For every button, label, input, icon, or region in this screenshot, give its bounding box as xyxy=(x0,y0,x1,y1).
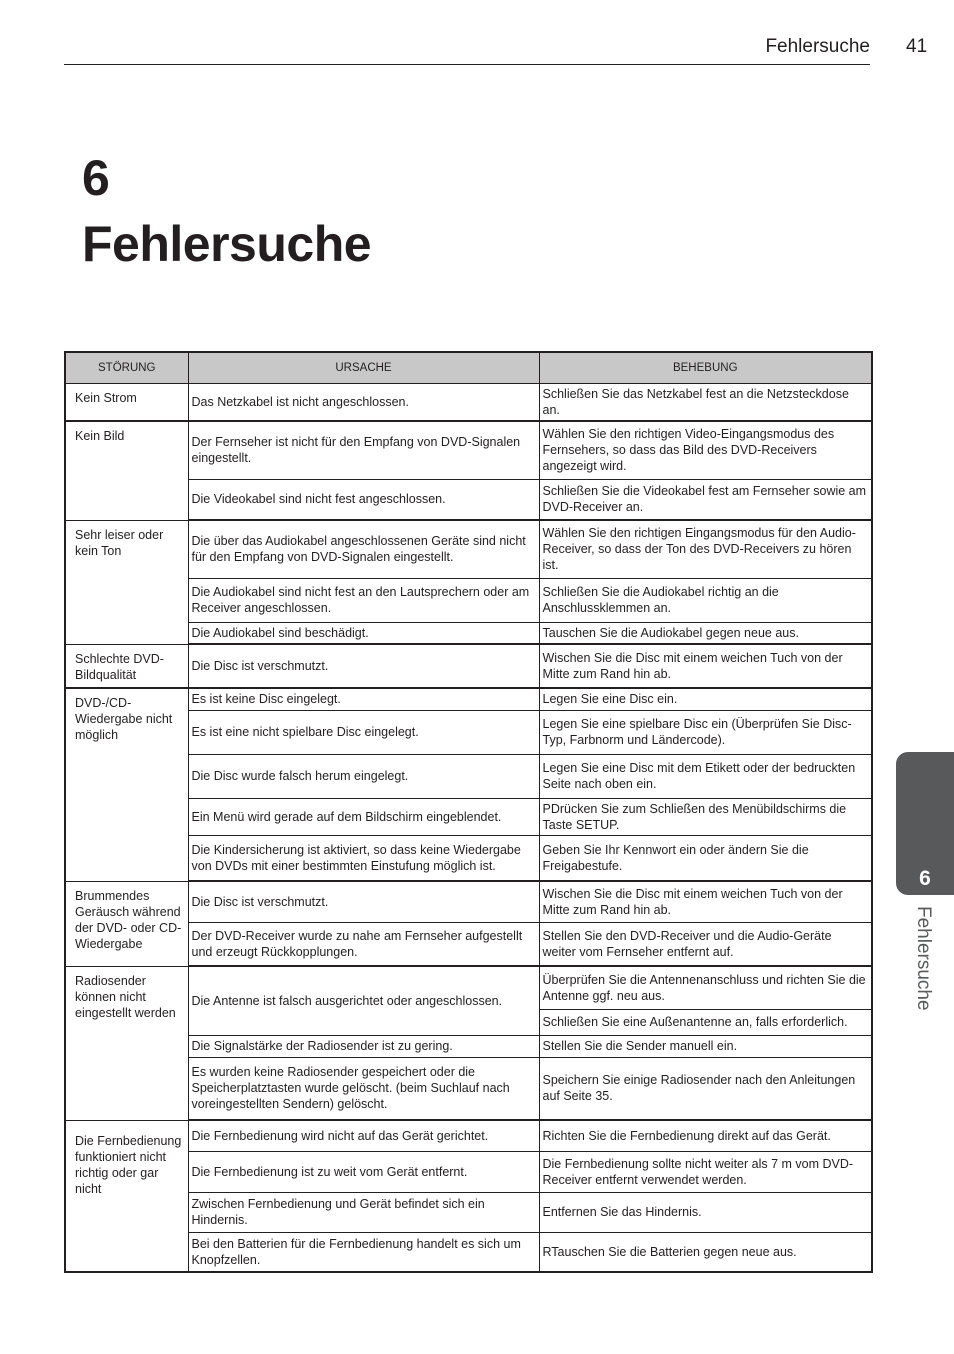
table-row xyxy=(65,881,872,922)
table-row xyxy=(65,966,872,1009)
fix-cell: Schließen Sie die Audiokabel richtig an die Anschlussklemmen an. xyxy=(539,578,872,622)
troubleshooting-table xyxy=(64,351,873,1273)
fix-cell: Legen Sie eine spielbare Disc ein (Überprüfen Sie Disc-Typ, Farbnorm und Ländercode). xyxy=(539,710,872,754)
symptom-cell: DVD-/CD-Wiedergabe nicht möglich xyxy=(65,688,188,881)
symptom-cell: Sehr leiser oder kein Ton xyxy=(65,520,188,644)
cause-cell: Die Audiokabel sind beschädigt. xyxy=(188,622,539,644)
fix-cell: Legen Sie eine Disc ein. xyxy=(539,688,872,710)
fix-cell: Wischen Sie die Disc mit einem weichen Tuch von der Mitte zum Rand hin ab. xyxy=(539,644,872,688)
cause-cell: Die Audiokabel sind nicht fest an den Lautsprechern oder am Receiver angeschlossen. xyxy=(188,578,539,622)
cause-cell: Ein Menü wird gerade auf dem Bildschirm eingeblendet. xyxy=(188,798,539,835)
cause-cell: Die Fernbedienung wird nicht auf das Gerät gerichtet. xyxy=(188,1120,539,1151)
cause-cell: Die Disc wurde falsch herum eingelegt. xyxy=(188,754,539,798)
cause-cell: Das Netzkabel ist nicht angeschlossen. xyxy=(188,384,539,422)
fix-cell: Speichern Sie einige Radiosender nach den Anleitungen auf Seite 35. xyxy=(539,1057,872,1120)
page-number: 41 xyxy=(906,36,928,57)
symptom-cell: Kein Strom xyxy=(65,384,188,422)
symptom-cell: Kein Bild xyxy=(65,421,188,520)
chapter-title: Fehlersuche xyxy=(82,216,372,272)
cause-cell: Es wurden keine Radiosender gespeichert oder die Speicherplatztasten wurde gelöscht. (beim Suchlauf nach voreingestellten Sendern) gelöscht. xyxy=(188,1057,539,1120)
cause-cell: Zwischen Fernbedienung und Gerät befindet sich ein Hindernis. xyxy=(188,1192,539,1232)
fix-cell: Stellen Sie den DVD-Receiver und die Audio-Geräte weiter vom Fernseher entfernt auf. xyxy=(539,922,872,966)
fix-cell: Schließen Sie das Netzkabel fest an die Netzsteckdose an. xyxy=(539,384,872,422)
fix-cell: Richten Sie die Fernbedienung direkt auf das Gerät. xyxy=(539,1120,872,1151)
fix-cell: Stellen Sie die Sender manuell ein. xyxy=(539,1035,872,1057)
chapter-number: 6 xyxy=(82,150,110,206)
cause-cell: Es ist eine nicht spielbare Disc eingelegt. xyxy=(188,710,539,754)
table-row xyxy=(65,384,872,422)
table-header-row xyxy=(65,352,872,384)
cause-cell: Der DVD-Receiver wurde zu nahe am Fernseher aufgestellt und erzeugt Rückkopplungen. xyxy=(188,922,539,966)
cause-cell: Die Disc ist verschmutzt. xyxy=(188,644,539,688)
fix-cell: Die Fernbedienung sollte nicht weiter als 7 m vom DVD-Receiver entfernt verwendet werden. xyxy=(539,1151,872,1192)
fix-cell: Tauschen Sie die Audiokabel gegen neue aus. xyxy=(539,622,872,644)
symptom-cell: Radiosender können nicht eingestellt werden xyxy=(65,966,188,1120)
header-section-title: Fehlersuche xyxy=(765,36,870,57)
column-header-fix: BEHEBUNG xyxy=(539,352,872,384)
table-row xyxy=(65,1120,872,1151)
cause-cell: Es ist keine Disc eingelegt. xyxy=(188,688,539,710)
table-row xyxy=(65,520,872,578)
side-tab-label: Fehlersuche xyxy=(913,906,934,1011)
fix-cell: Legen Sie eine Disc mit dem Etikett oder der bedruckten Seite nach oben ein. xyxy=(539,754,872,798)
header-rule xyxy=(64,64,870,65)
fix-cell: Wählen Sie den richtigen Eingangsmodus für den Audio- Receiver, so dass der Ton des DVD-Receivers zu hören ist. xyxy=(539,520,872,578)
column-header-cause: URSACHE xyxy=(188,352,539,384)
table-row xyxy=(65,688,872,710)
cause-cell: Der Fernseher ist nicht für den Empfang von DVD-Signalen eingestellt. xyxy=(188,421,539,479)
fix-cell: Wischen Sie die Disc mit einem weichen Tuch von der Mitte zum Rand hin ab. xyxy=(539,881,872,922)
fix-cell: RTauschen Sie die Batterien gegen neue aus. xyxy=(539,1232,872,1272)
cause-cell: Die Signalstärke der Radiosender ist zu gering. xyxy=(188,1035,539,1057)
table-row xyxy=(65,644,872,688)
column-header-symptom: STÖRUNG xyxy=(65,352,188,384)
cause-cell: Die Disc ist verschmutzt. xyxy=(188,881,539,922)
side-tab-number: 6 xyxy=(919,867,931,890)
cause-cell: Die Fernbedienung ist zu weit vom Gerät entfernt. xyxy=(188,1151,539,1192)
fix-cell: Schließen Sie eine Außenantenne an, falls erforderlich. xyxy=(539,1009,872,1035)
symptom-cell: Brummendes Geräusch während der DVD- oder CD-Wiedergabe xyxy=(65,881,188,966)
fix-cell: Überprüfen Sie die Antennenanschluss und richten Sie die Antenne ggf. neu aus. xyxy=(539,966,872,1009)
table-row xyxy=(65,421,872,479)
fix-cell: PDrücken Sie zum Schließen des Menübildschirms die Taste SETUP. xyxy=(539,798,872,835)
fix-cell: Entfernen Sie das Hindernis. xyxy=(539,1192,872,1232)
symptom-cell: Schlechte DVD-Bildqualität xyxy=(65,644,188,688)
cause-cell: Die über das Audiokabel angeschlossenen Geräte sind nicht für den Empfang von DVD-Signalen eingestellt. xyxy=(188,520,539,578)
chapter-side-tab xyxy=(896,752,954,895)
fix-cell: Schließen Sie die Videokabel fest am Fernseher sowie am DVD-Receiver an. xyxy=(539,479,872,520)
cause-cell: Bei den Batterien für die Fernbedienung handelt es sich um Knopfzellen. xyxy=(188,1232,539,1272)
symptom-cell: Die Fernbedienung funktioniert nicht richtig oder gar nicht xyxy=(65,1120,188,1272)
fix-cell: Wählen Sie den richtigen Video-Eingangsmodus des Fernsehers, so dass das Bild des DVD-Receivers angezeigt wird. xyxy=(539,421,872,479)
fix-cell: Geben Sie Ihr Kennwort ein oder ändern Sie die Freigabestufe. xyxy=(539,835,872,881)
cause-cell: Die Videokabel sind nicht fest angeschlossen. xyxy=(188,479,539,520)
cause-cell: Die Antenne ist falsch ausgerichtet oder angeschlossen. xyxy=(188,966,539,1035)
cause-cell: Die Kindersicherung ist aktiviert, so dass keine Wiedergabe von DVDs mit einer bestimmten Einstufung möglich ist. xyxy=(188,835,539,881)
